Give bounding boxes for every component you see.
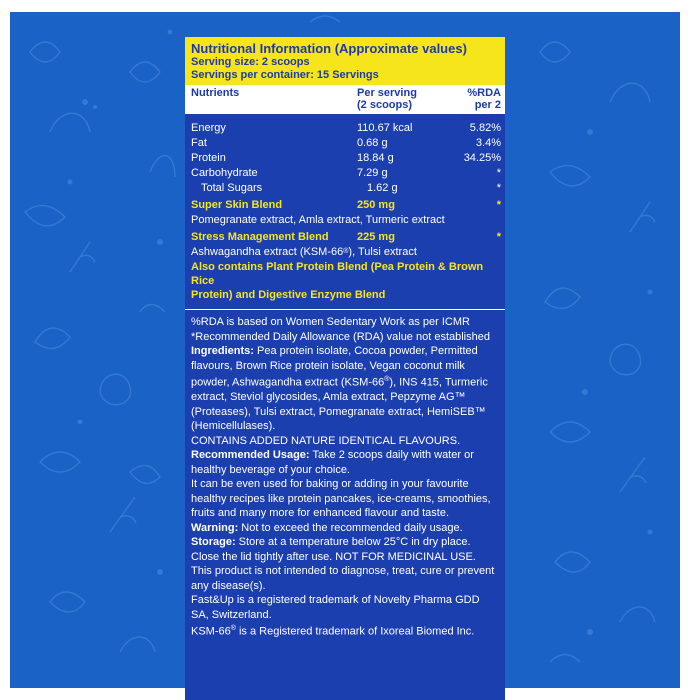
also-contains-line1: Also contains Plant Protein Blend (Pea Protein & Brown Rice bbox=[191, 261, 484, 287]
rda-basis: %RDA is based on Women Sedentary Work as per ICMR bbox=[191, 316, 470, 328]
nutrient-value: 0.68 g bbox=[357, 136, 388, 149]
stress-blend-contents bbox=[191, 244, 501, 259]
ingredients-label: Ingredients: bbox=[191, 345, 254, 357]
col-per-serving-line1: Per serving bbox=[357, 87, 417, 99]
usage-label: Recommended Usage: bbox=[191, 449, 310, 462]
blend-name: Stress Management Blend bbox=[191, 230, 329, 243]
storage bbox=[191, 535, 499, 564]
table-row bbox=[191, 165, 501, 180]
col-nutrients: Nutrients bbox=[191, 87, 240, 99]
storage-text: Store at a temperature below 25°C in dry place. Close the lid tightly after use. NOT FOR MEDICINAL USE. bbox=[191, 536, 476, 563]
table-row bbox=[191, 180, 501, 195]
nutrient-rda: * bbox=[496, 166, 501, 179]
product-info bbox=[185, 310, 505, 639]
storage-label: Storage: bbox=[191, 536, 236, 549]
ksm-trademark-text: is a Registered trademark of Ixoreal Biomed Inc. bbox=[235, 625, 475, 638]
warning-text: Not to exceed the recommended daily usage. bbox=[238, 521, 463, 534]
nutrient-rda: 34.25% bbox=[463, 151, 501, 164]
nutrient-rda: 5.82% bbox=[469, 121, 501, 134]
registered-mark: ® bbox=[230, 625, 236, 633]
col-per-serving-line2: (2 scoops) bbox=[357, 99, 413, 111]
blend-value: 225 mg bbox=[357, 230, 395, 243]
recommended-usage bbox=[191, 448, 499, 477]
rda-note: *Recommended Daily Allowance (RDA) value not established bbox=[191, 330, 490, 343]
warning bbox=[191, 521, 499, 536]
stress-contents-part2: ), Tulsi extract bbox=[348, 245, 417, 258]
ingredients-text-b: ), INS 415, Turmeric extract, Steviol glycosides, Amla extract, Pepzyme AG™ (Proteases), Tulsi extract, Pomegranate extract, HemiSEB™ (Hemicellulases). bbox=[191, 376, 488, 433]
registered-mark: ® bbox=[343, 247, 349, 255]
nutrient-value: 7.29 g bbox=[357, 166, 388, 179]
registered-mark: ® bbox=[384, 376, 390, 383]
col-rda bbox=[441, 87, 501, 123]
ingredients-text-a: Pea protein isolate, Cocoa powder, Permitted flavours, Brown Rice protein isolate, Vegan coconut milk powder, Ashwagandha extract (KSM-66 bbox=[191, 345, 478, 389]
nutrient-name: Fat bbox=[191, 136, 207, 149]
disclaimer: This product is not intended to diagnose, treat, cure or prevent any disease(s). bbox=[191, 565, 495, 592]
blend-rda: * bbox=[496, 198, 501, 211]
stress-blend-row bbox=[191, 229, 501, 244]
ksm-name: KSM-66 bbox=[191, 625, 231, 638]
nutrient-table bbox=[185, 114, 505, 302]
col-rda-line2: per 2 scoops bbox=[462, 99, 501, 123]
table-row bbox=[191, 135, 501, 150]
nutrient-name: Carbohydrate bbox=[191, 166, 258, 179]
nutrient-name: Protein bbox=[191, 151, 226, 164]
table-row bbox=[191, 150, 501, 165]
col-per-serving bbox=[357, 87, 441, 112]
nutrition-header bbox=[185, 37, 505, 85]
super-skin-blend-contents: Pomegranate extract, Amla extract, Turmeric extract bbox=[191, 213, 445, 226]
nutrient-name: Total Sugars bbox=[201, 181, 263, 194]
stress-contents-part1: Ashwagandha extract (KSM-66 bbox=[191, 245, 344, 258]
nutrient-value: 18.84 g bbox=[357, 151, 394, 164]
servings-per-container: Servings per container: 15 Servings bbox=[191, 69, 379, 81]
warning-label: Warning: bbox=[191, 521, 239, 534]
trademark-fastup: Fast&Up is a registered trademark of Novelty Pharma GDD SA, Switzerland. bbox=[191, 594, 480, 621]
table-row bbox=[191, 120, 501, 135]
also-contains-line2: Protein) and Digestive Enzyme Blend bbox=[191, 289, 386, 301]
nutrient-value: 1.62 g bbox=[367, 181, 398, 194]
serving-size: Serving size: 2 scoops bbox=[191, 56, 310, 68]
nutrient-value: 110.67 kcal bbox=[357, 121, 413, 134]
flavours-note: CONTAINS ADDED NATURE IDENTICAL FLAVOURS. bbox=[191, 434, 461, 447]
super-skin-blend-row bbox=[191, 197, 501, 212]
blend-rda: * bbox=[496, 230, 501, 243]
trademark-ksm bbox=[191, 622, 499, 639]
usage-text: Take 2 scoops daily with water or healthy beverage of your choice. bbox=[191, 449, 474, 476]
nutrition-title: Nutritional Information (Approximate values) bbox=[191, 41, 467, 56]
table-column-headers bbox=[185, 85, 505, 123]
nutrient-name: Energy bbox=[191, 121, 226, 134]
blend-value: 250 mg bbox=[357, 198, 395, 211]
ingredients bbox=[191, 344, 499, 434]
also-contains bbox=[191, 260, 501, 302]
col-rda-line1: %RDA bbox=[467, 87, 501, 99]
nutrition-panel bbox=[185, 37, 505, 700]
nutrient-rda: * bbox=[496, 181, 501, 194]
blend-name: Super Skin Blend bbox=[191, 198, 283, 211]
nutrient-rda: 3.4% bbox=[475, 136, 501, 149]
baking-note: It can be even used for baking or adding in your favourite healthy recipes like protein pancakes, ice-creams, smoothies, fruits and many more for enhanced flavour and taste. bbox=[191, 478, 491, 520]
